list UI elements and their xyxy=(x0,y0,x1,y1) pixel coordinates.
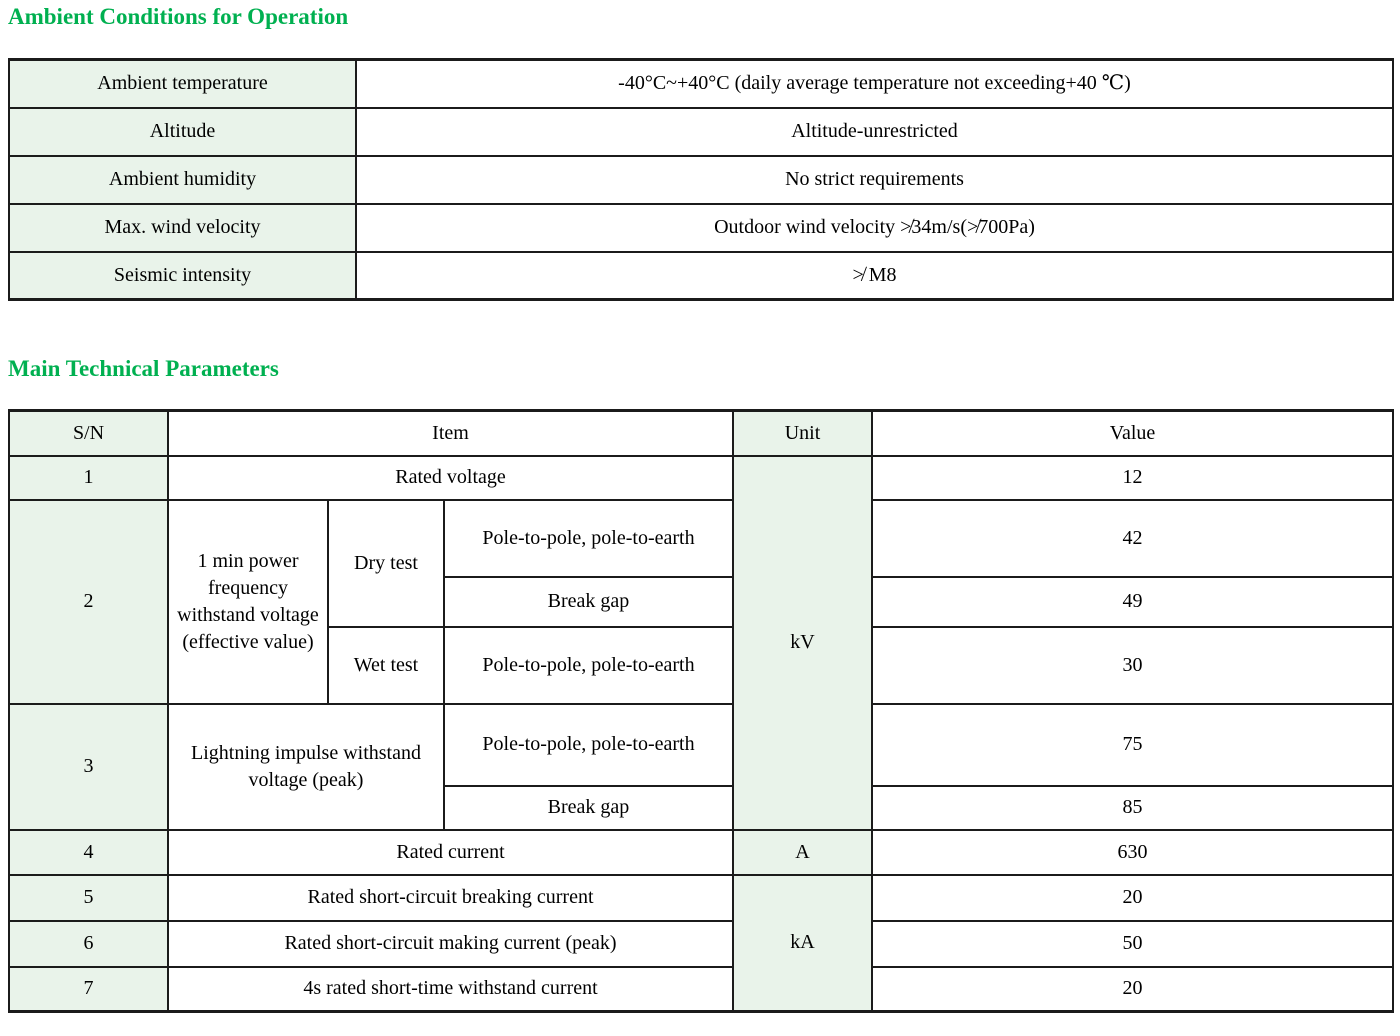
value-cell: 42 xyxy=(872,500,1393,577)
sn-cell: 5 xyxy=(9,875,168,921)
value-cell: 12 xyxy=(872,456,1393,500)
value-cell: 20 xyxy=(872,967,1393,1012)
unit-cell-a: A xyxy=(733,830,872,875)
item-cell: Lightning impulse withstand voltage (peak) xyxy=(168,704,444,830)
sub-item-cell: Break gap xyxy=(444,577,733,627)
seismic-intensity-label: Seismic intensity xyxy=(9,252,356,300)
item-header: Item xyxy=(168,411,733,456)
sub-item-cell: Pole-to-pole, pole-to-earth xyxy=(444,704,733,786)
item-cell: Rated voltage xyxy=(168,456,733,500)
ambient-humidity-value: No strict requirements xyxy=(356,156,1393,204)
unit-header: Unit xyxy=(733,411,872,456)
table-row xyxy=(9,60,1393,108)
altitude-label: Altitude xyxy=(9,108,356,156)
table-row xyxy=(9,967,1393,1012)
wind-velocity-label: Max. wind velocity xyxy=(9,204,356,252)
value-cell: 630 xyxy=(872,830,1393,875)
sn-cell: 1 xyxy=(9,456,168,500)
table-row xyxy=(9,156,1393,204)
item-cell: 1 min power frequency withstand voltage (effective value) xyxy=(168,500,328,704)
table-row xyxy=(9,704,1393,786)
ambient-temperature-label: Ambient temperature xyxy=(9,60,356,108)
sn-cell: 3 xyxy=(9,704,168,830)
wet-test-cell: Wet test xyxy=(328,627,444,704)
sub-item-cell: Pole-to-pole, pole-to-earth xyxy=(444,627,733,704)
sn-cell: 4 xyxy=(9,830,168,875)
header-row xyxy=(9,411,1393,456)
table-row xyxy=(9,204,1393,252)
value-cell: 50 xyxy=(872,921,1393,967)
table-row xyxy=(9,500,1393,577)
sub-item-cell: Pole-to-pole, pole-to-earth xyxy=(444,500,733,577)
sn-cell: 6 xyxy=(9,921,168,967)
value-cell: 30 xyxy=(872,627,1393,704)
table-row xyxy=(9,108,1393,156)
ambient-humidity-label: Ambient humidity xyxy=(9,156,356,204)
sn-header: S/N xyxy=(9,411,168,456)
unit-cell-ka: kA xyxy=(733,875,872,1012)
value-cell: 85 xyxy=(872,786,1393,830)
main-technical-parameters-table xyxy=(8,409,1394,1013)
ambient-conditions-table xyxy=(8,58,1394,301)
wind-velocity-value: Outdoor wind velocity ≯34m/s(≯700Pa) xyxy=(356,204,1393,252)
item-cell: Rated short-circuit breaking current xyxy=(168,875,733,921)
table-row xyxy=(9,875,1393,921)
dry-test-cell: Dry test xyxy=(328,500,444,627)
value-cell: 20 xyxy=(872,875,1393,921)
value-header: Value xyxy=(872,411,1393,456)
seismic-intensity-value: ≯ M8 xyxy=(356,252,1393,300)
table-row xyxy=(9,921,1393,967)
item-cell: Rated short-circuit making current (peak) xyxy=(168,921,733,967)
ambient-section-title: Ambient Conditions for Operation xyxy=(8,4,349,29)
sn-cell: 2 xyxy=(9,500,168,704)
ambient-temperature-value: -40°C~+40°C (daily average temperature not exceeding+40 ℃) xyxy=(356,60,1393,108)
parameters-section-title: Main Technical Parameters xyxy=(8,356,279,381)
table-row xyxy=(9,456,1393,500)
item-cell: 4s rated short-time withstand current xyxy=(168,967,733,1012)
altitude-value: Altitude-unrestricted xyxy=(356,108,1393,156)
unit-cell-kv: kV xyxy=(733,456,872,830)
value-cell: 75 xyxy=(872,704,1393,786)
sn-cell: 7 xyxy=(9,967,168,1012)
sub-item-cell: Break gap xyxy=(444,786,733,830)
table-row xyxy=(9,252,1393,300)
table-row xyxy=(9,830,1393,875)
item-cell: Rated current xyxy=(168,830,733,875)
value-cell: 49 xyxy=(872,577,1393,627)
